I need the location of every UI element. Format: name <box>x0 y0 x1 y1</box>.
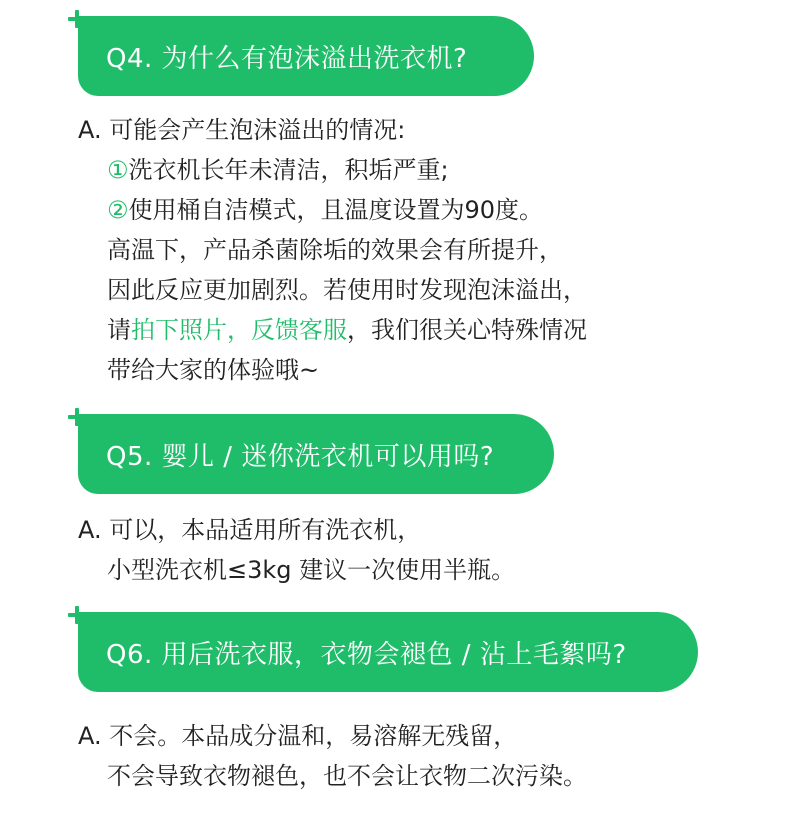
answer-block <box>78 110 768 390</box>
answer-text: 不会。本品成分温和，易溶解无残留， <box>109 722 518 750</box>
answer-line <box>78 230 768 270</box>
answer-text: 因此反应更加剧烈。若使用时发现泡沫溢出， <box>107 276 587 304</box>
question-text: Q5. 婴儿 / 迷你洗衣机可以用吗? <box>106 441 495 472</box>
answer-line <box>78 350 768 390</box>
answer-text: 带给大家的体验哦~ <box>107 356 320 384</box>
answer-line <box>78 270 768 310</box>
answer-text: ，我们很关心特殊情况 <box>347 316 587 344</box>
answer-line-highlight <box>78 310 768 350</box>
question-header <box>78 16 534 96</box>
circled-number-marker: ① <box>107 156 129 184</box>
answer-line <box>78 550 768 590</box>
answer-line <box>78 110 768 150</box>
circled-number-marker: ② <box>107 196 129 224</box>
answer-block <box>78 510 768 590</box>
answer-list-item <box>78 150 768 190</box>
answer-line <box>78 510 768 550</box>
question-text: Q4. 为什么有泡沫溢出洗衣机? <box>106 43 468 74</box>
answer-prefix: A. <box>78 116 110 144</box>
answer-prefix: A. <box>78 722 110 750</box>
answer-prefix: A. <box>78 516 110 544</box>
highlight-text: 拍下照片，反馈客服 <box>131 316 347 344</box>
answer-text: 小型洗衣机≤3kg 建议一次使用半瓶。 <box>107 556 516 584</box>
question-header <box>78 414 554 494</box>
answer-text: 可以，本品适用所有洗衣机， <box>109 516 422 544</box>
answer-line <box>78 716 768 756</box>
question-header <box>78 612 698 692</box>
answer-text: 使用桶自洁模式，且温度设置为90度。 <box>128 196 544 224</box>
answer-text: 可能会产生泡沫溢出的情况: <box>109 116 406 144</box>
answer-text: 不会导致衣物褪色，也不会让衣物二次污染。 <box>107 762 587 790</box>
answer-text: 高温下，产品杀菌除垢的效果会有所提升， <box>107 236 563 264</box>
answer-list-item <box>78 190 768 230</box>
answer-text: 请 <box>107 316 131 344</box>
answer-block <box>78 716 768 796</box>
question-text: Q6. 用后洗衣服，衣物会褪色 / 沾上毛絮吗? <box>106 639 627 670</box>
answer-text: 洗衣机长年未清洁，积垢严重; <box>128 156 449 184</box>
answer-line <box>78 756 768 796</box>
